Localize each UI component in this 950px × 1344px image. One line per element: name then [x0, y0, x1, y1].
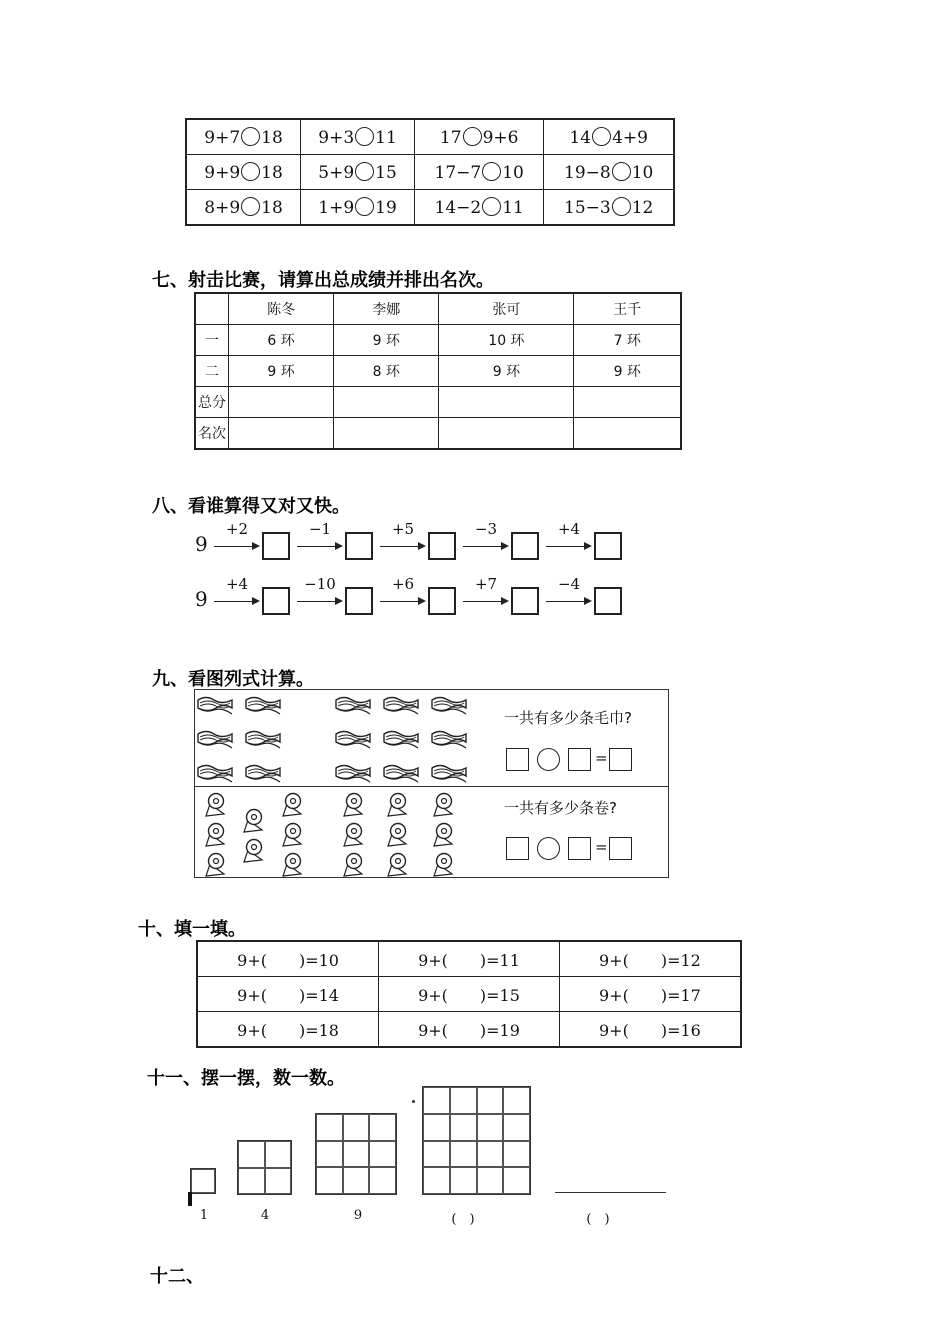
- towel-icon: [382, 762, 420, 788]
- grid-cell: [423, 1167, 450, 1194]
- section10-title: 十、填一填。: [138, 919, 246, 940]
- compare-left: 14−2: [434, 197, 482, 218]
- roll-icon: [200, 822, 230, 852]
- shooting-cell: 6 环: [229, 325, 334, 356]
- section9-title: 九、看图列式计算。: [152, 669, 314, 690]
- grid-cell: [265, 1141, 292, 1168]
- chain-operator: +5: [391, 520, 415, 538]
- compare-circle-slot[interactable]: [482, 197, 501, 216]
- fill-row: [197, 1012, 741, 1048]
- roll-question: 一共有多少条卷?: [504, 799, 617, 817]
- compare-right: 11: [375, 127, 397, 148]
- equation-operator-circle[interactable]: [537, 748, 560, 771]
- compare-right: 11: [502, 197, 524, 218]
- shooting-table: [194, 292, 682, 450]
- grid-cell: [316, 1114, 343, 1141]
- compare-left: 19−8: [564, 162, 611, 183]
- shooting-header-cell: 王千: [574, 293, 681, 325]
- section7-title: 七、射击比赛，请算出总成绩并排出名次。: [152, 270, 494, 291]
- compare-right: 10: [631, 162, 654, 183]
- fill-cell[interactable]: 9+( )=18: [197, 1012, 379, 1048]
- compare-right: 18: [261, 127, 283, 148]
- towel-icon: [196, 762, 234, 788]
- compare-row: [186, 119, 674, 155]
- compare-left: 9+7: [204, 127, 241, 148]
- roll-icon: [382, 852, 412, 882]
- chain-operator: −3: [474, 520, 498, 538]
- grid-cell: [316, 1167, 343, 1194]
- shooting-row: [195, 325, 681, 356]
- chain-answer-box[interactable]: [511, 587, 539, 615]
- chain-arrow: [546, 546, 586, 547]
- chain-arrow: [463, 546, 503, 547]
- roll-icon: [238, 838, 268, 868]
- chain-arrow: [297, 546, 337, 547]
- compare-row: [186, 155, 674, 190]
- grid-cell: [450, 1114, 477, 1141]
- compare-left: 5+9: [318, 162, 355, 183]
- grid-count-label: ( ): [451, 1212, 475, 1227]
- roll-icon: [428, 792, 458, 822]
- grid-count-label: 9: [353, 1208, 363, 1223]
- chain-arrowhead: [584, 542, 592, 550]
- fill-row: [197, 941, 741, 977]
- grid-count-label: 1: [199, 1208, 209, 1223]
- compare-cell: [415, 190, 544, 226]
- section11-title: 十一、摆一摆，数一数。: [147, 1068, 345, 1089]
- roll-icon: [382, 822, 412, 852]
- equation-box[interactable]: [506, 748, 529, 771]
- shooting-header-cell: 李娜: [334, 293, 439, 325]
- grid-count-label: ( ): [586, 1212, 610, 1227]
- equation-box[interactable]: [568, 837, 591, 860]
- equation-result-box[interactable]: [609, 837, 632, 860]
- fill-table: [196, 940, 742, 1048]
- grid-cell: [369, 1141, 396, 1168]
- chain-arrow: [380, 601, 420, 602]
- roll-icon: [428, 822, 458, 852]
- roll-icon: [338, 852, 368, 882]
- chain-answer-box[interactable]: [594, 587, 622, 615]
- towel-icon: [334, 728, 372, 754]
- shooting-cell: 7 环: [574, 325, 681, 356]
- compare-cell: [544, 119, 674, 155]
- chain-operator: +6: [391, 575, 415, 593]
- roll-icon: [200, 792, 230, 822]
- shooting-header-row: [195, 293, 681, 325]
- shooting-cell: 9 环: [229, 356, 334, 387]
- square-grid: [237, 1140, 292, 1195]
- grid-cell: [450, 1087, 477, 1114]
- grid-cell: [423, 1114, 450, 1141]
- fill-cell[interactable]: 9+( )=10: [197, 941, 379, 977]
- compare-circle-slot[interactable]: [241, 127, 260, 146]
- chain-arrowhead: [335, 542, 343, 550]
- shooting-row-label: 总分: [195, 387, 229, 418]
- chain-operator: +4: [557, 520, 581, 538]
- chain-start: 9: [195, 587, 208, 611]
- chain-operator: −10: [304, 575, 336, 593]
- grid-cell: [477, 1141, 504, 1168]
- chain-arrowhead: [501, 597, 509, 605]
- compare-left: 15−3: [564, 197, 611, 218]
- total-answer-cell[interactable]: [229, 387, 334, 418]
- grid-cell: [503, 1167, 530, 1194]
- roll-icon: [382, 792, 412, 822]
- towel-icon: [430, 694, 468, 720]
- chain-arrow: [463, 601, 503, 602]
- chain-operator: −4: [557, 575, 581, 593]
- chain-arrowhead: [418, 597, 426, 605]
- grid-cell: [503, 1087, 530, 1114]
- compare-circle-slot[interactable]: [612, 197, 631, 216]
- compare-cell: [301, 119, 415, 155]
- compare-right: 18: [261, 197, 283, 218]
- towel-icon: [334, 694, 372, 720]
- shooting-corner-cell: [195, 293, 229, 325]
- compare-cell: [186, 190, 301, 226]
- compare-left: 17−7: [434, 162, 482, 183]
- compare-left: 17: [439, 127, 462, 148]
- grid-cell: [265, 1168, 292, 1195]
- chain-answer-box[interactable]: [594, 532, 622, 560]
- grid-cell: [450, 1141, 477, 1168]
- shooting-row: [195, 387, 681, 418]
- fill-row: [197, 977, 741, 1012]
- compare-right: 10: [502, 162, 524, 183]
- grid-cell: [477, 1167, 504, 1194]
- section12-title: 十二、: [150, 1266, 204, 1287]
- equation-operator-circle[interactable]: [537, 837, 560, 860]
- compare-cell: [544, 190, 674, 226]
- grid-cell: [503, 1114, 530, 1141]
- shooting-row-label: 二: [195, 356, 229, 387]
- chain-answer-box[interactable]: [345, 532, 373, 560]
- roll-icon: [338, 792, 368, 822]
- shooting-cell: 8 环: [334, 356, 439, 387]
- equation-box[interactable]: [568, 748, 591, 771]
- grid-cell: [343, 1167, 370, 1194]
- compare-circle-slot[interactable]: [463, 127, 482, 146]
- shooting-header-cell: 张可: [439, 293, 574, 325]
- chain-arrowhead: [335, 597, 343, 605]
- chain-arrow: [214, 601, 254, 602]
- compare-table: [185, 118, 675, 226]
- compare-cell: [544, 155, 674, 190]
- chain-arrowhead: [501, 542, 509, 550]
- grid-cell: [423, 1141, 450, 1168]
- compare-cell: [415, 155, 544, 190]
- compare-circle-slot[interactable]: [355, 127, 374, 146]
- fill-cell[interactable]: 9+( )=17: [559, 977, 741, 1012]
- towel-icon: [382, 694, 420, 720]
- square-grid: [315, 1113, 397, 1195]
- compare-right: 19: [375, 197, 397, 218]
- compare-circle-slot[interactable]: [592, 127, 611, 146]
- compare-row: [186, 190, 674, 226]
- chain-operator: +7: [474, 575, 498, 593]
- chain-arrow: [380, 546, 420, 547]
- rank-answer-cell[interactable]: [439, 418, 574, 450]
- compare-cell: [415, 119, 544, 155]
- compare-right: 15: [375, 162, 397, 183]
- compare-circle-slot[interactable]: [355, 162, 374, 181]
- compare-right: 4+9: [612, 127, 648, 148]
- shooting-row-label: 名次: [195, 418, 229, 450]
- fill-cell[interactable]: 9+( )=14: [197, 977, 379, 1012]
- rank-answer-cell[interactable]: [229, 418, 334, 450]
- roll-icon: [238, 808, 268, 838]
- rank-answer-cell[interactable]: [334, 418, 439, 450]
- answer-line: [555, 1192, 666, 1193]
- equals-sign: =: [595, 749, 608, 767]
- chain-arrowhead: [418, 542, 426, 550]
- grid-count-label: 4: [260, 1208, 270, 1223]
- equation-box[interactable]: [506, 837, 529, 860]
- shooting-cell: 9 环: [574, 356, 681, 387]
- total-answer-cell[interactable]: [439, 387, 574, 418]
- square-grid: [422, 1086, 531, 1195]
- grid-cell: [450, 1167, 477, 1194]
- chain-operator: +4: [225, 575, 249, 593]
- grid-cell: [477, 1087, 504, 1114]
- grid-cell: [503, 1141, 530, 1168]
- fill-cell[interactable]: 9+( )=11: [379, 941, 560, 977]
- fill-cell[interactable]: 9+( )=16: [559, 1012, 741, 1048]
- chain-start: 9: [195, 532, 208, 556]
- compare-right: 18: [261, 162, 283, 183]
- compare-left: 8+9: [204, 197, 241, 218]
- towel-icon: [196, 694, 234, 720]
- roll-icon: [200, 852, 230, 882]
- roll-icon: [338, 822, 368, 852]
- chain-answer-box[interactable]: [511, 532, 539, 560]
- towel-icon: [244, 694, 282, 720]
- compare-cell: [186, 155, 301, 190]
- shooting-row-label: 一: [195, 325, 229, 356]
- grid-cell: [316, 1141, 343, 1168]
- compare-right: 9+6: [482, 127, 519, 148]
- compare-circle-slot[interactable]: [241, 162, 260, 181]
- speck: [412, 1100, 415, 1103]
- chain-operator: +2: [225, 520, 249, 538]
- towel-icon: [430, 762, 468, 788]
- compare-left: 14: [569, 127, 592, 148]
- chain-arrowhead: [584, 597, 592, 605]
- compare-left: 9+9: [204, 162, 241, 183]
- total-answer-cell[interactable]: [574, 387, 681, 418]
- grid-cell: [369, 1114, 396, 1141]
- grid-cell: [191, 1169, 215, 1193]
- compare-circle-slot[interactable]: [482, 162, 501, 181]
- grid-cell: [238, 1141, 265, 1168]
- total-answer-cell[interactable]: [334, 387, 439, 418]
- chain-arrowhead: [252, 542, 260, 550]
- grid-cell: [369, 1167, 396, 1194]
- compare-left: 1+9: [318, 197, 355, 218]
- shooting-row: [195, 418, 681, 450]
- equals-sign: =: [595, 838, 608, 856]
- shooting-cell: 9 环: [334, 325, 439, 356]
- shooting-cell: 9 环: [439, 356, 574, 387]
- towel-icon: [244, 762, 282, 788]
- grid-cell: [423, 1087, 450, 1114]
- grid-cell: [477, 1114, 504, 1141]
- towel-icon: [382, 728, 420, 754]
- compare-circle-slot[interactable]: [355, 197, 374, 216]
- fill-cell[interactable]: 9+( )=15: [379, 977, 560, 1012]
- chain-arrow: [214, 546, 254, 547]
- grid-cell: [343, 1141, 370, 1168]
- grid-cell: [343, 1114, 370, 1141]
- compare-cell: [301, 190, 415, 226]
- compare-circle-slot[interactable]: [241, 197, 260, 216]
- roll-icon: [277, 792, 307, 822]
- roll-icon: [277, 852, 307, 882]
- towel-icon: [430, 728, 468, 754]
- compare-left: 9+3: [318, 127, 355, 148]
- fill-cell[interactable]: 9+( )=12: [559, 941, 741, 977]
- grid-cell: [238, 1168, 265, 1195]
- grid-marker: [188, 1192, 192, 1206]
- chain-arrow: [297, 601, 337, 602]
- towel-icon: [334, 762, 372, 788]
- square-grid: [190, 1168, 216, 1194]
- chain-answer-box[interactable]: [345, 587, 373, 615]
- chain-arrow: [546, 601, 586, 602]
- equation-result-box[interactable]: [609, 748, 632, 771]
- rank-answer-cell[interactable]: [574, 418, 681, 450]
- compare-cell: [186, 119, 301, 155]
- towel-icon: [244, 728, 282, 754]
- section8-title: 八、看谁算得又对又快。: [152, 496, 350, 517]
- towel-icon: [196, 728, 234, 754]
- fill-cell[interactable]: 9+( )=19: [379, 1012, 560, 1048]
- chain-operator: −1: [308, 520, 332, 538]
- shooting-cell: 10 环: [439, 325, 574, 356]
- compare-right: 12: [631, 197, 654, 218]
- chain-answer-box[interactable]: [428, 587, 456, 615]
- compare-circle-slot[interactable]: [612, 162, 631, 181]
- chain-arrowhead: [252, 597, 260, 605]
- compare-cell: [301, 155, 415, 190]
- roll-icon: [428, 852, 458, 882]
- shooting-header-cell: 陈冬: [229, 293, 334, 325]
- chain-answer-box[interactable]: [262, 587, 290, 615]
- towel-question: 一共有多少条毛巾?: [504, 709, 632, 727]
- chain-answer-box[interactable]: [262, 532, 290, 560]
- roll-icon: [277, 822, 307, 852]
- chain-answer-box[interactable]: [428, 532, 456, 560]
- shooting-row: [195, 356, 681, 387]
